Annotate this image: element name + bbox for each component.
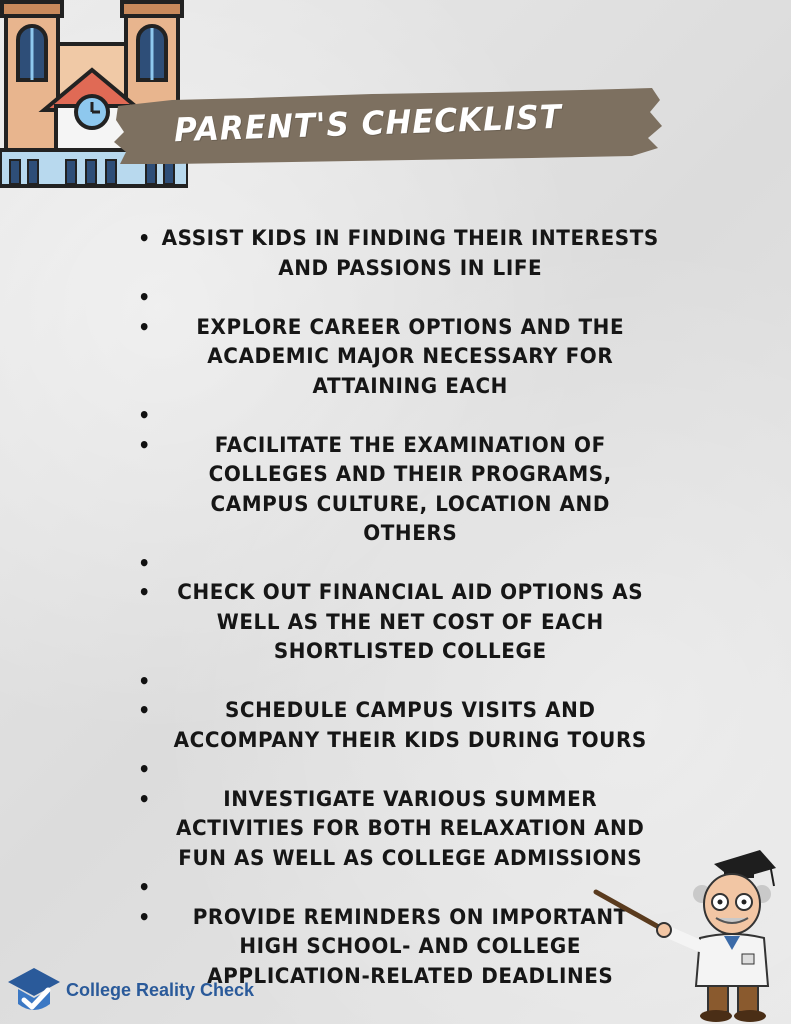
bullet-icon: • <box>138 904 151 929</box>
checklist-item <box>132 224 678 283</box>
checklist-item-text: ASSIST KIDS IN FINDING THEIR INTERESTS AND PASSIONS IN LIFE <box>161 226 659 280</box>
checklist-item <box>132 313 678 402</box>
bullet-icon: • <box>138 226 151 250</box>
page-title: PARENT'S CHECKLIST <box>173 98 563 150</box>
bullet-icon: • <box>138 285 151 309</box>
checklist-item-text: CHECK OUT FINANCIAL AID OPTIONS AS WELL AS THE NET COST OF EACH SHORTLISTED COLLEGE <box>177 580 644 663</box>
brand-logo[interactable] <box>6 962 286 1018</box>
bullet-icon: • <box>138 314 151 339</box>
checklist-item-text: FACILITATE THE EXAMINATION OF COLLEGES AND THEIR PROGRAMS, CAMPUS CULTURE, LOCATION AND OTHERS <box>208 432 612 545</box>
bullet-icon: • <box>138 875 151 899</box>
title-banner <box>112 86 664 166</box>
checklist-item <box>132 696 678 755</box>
bullet-icon: • <box>138 550 151 575</box>
bullet-icon: • <box>138 432 151 457</box>
bullet-icon: • <box>138 757 151 781</box>
checklist-item <box>132 667 678 697</box>
brand-name: College Reality Check <box>66 980 255 1000</box>
checklist-item <box>132 549 678 579</box>
bullet-icon: • <box>138 698 151 722</box>
checklist-item <box>132 283 678 313</box>
checklist-item-text: PROVIDE REMINDERS ON IMPORTANT HIGH SCHOOL- AND COLLEGE APPLICATION-RELATED DEADLINES <box>192 904 628 988</box>
professor-pointer-icon <box>592 846 782 1024</box>
checklist-item <box>132 755 678 785</box>
checklist-item-text: SCHEDULE CAMPUS VISITS AND ACCOMPANY THEIR KIDS DURING TOURS <box>173 698 647 752</box>
bullet-icon: • <box>138 668 151 693</box>
checklist-item-text: INVESTIGATE VARIOUS SUMMER ACTIVITIES FOR BOTH RELAXATION AND FUN AS WELL AS COLLEGE ADMISSIONS <box>176 786 645 870</box>
checklist-item <box>132 431 678 549</box>
mortarboard-check-icon <box>6 962 62 1018</box>
bullet-icon: • <box>138 580 151 604</box>
checklist-item <box>132 401 678 431</box>
checklist-item <box>132 578 678 667</box>
bullet-icon: • <box>138 786 151 811</box>
bullet-icon: • <box>138 403 151 427</box>
checklist-item-text: EXPLORE CAREER OPTIONS AND THE ACADEMIC MAJOR NECESSARY FOR ATTAINING EACH <box>196 314 625 398</box>
